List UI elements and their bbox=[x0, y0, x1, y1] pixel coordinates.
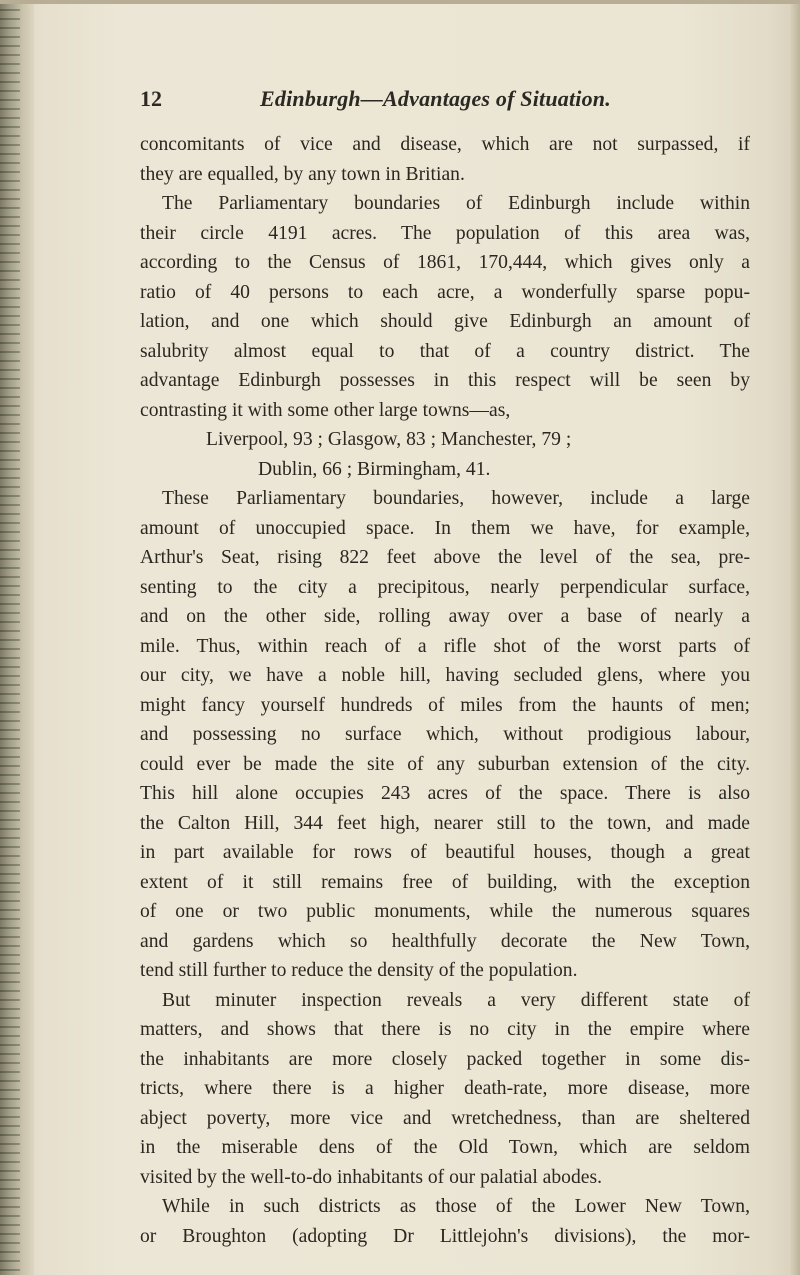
text-line: the inhabitants are more closely packed together in some dis- bbox=[140, 1048, 750, 1070]
text-line: and on the other side, rolling away over a base of nearly a bbox=[140, 606, 750, 627]
text-line: While in such districts as those of the Lower New Town, bbox=[162, 1196, 750, 1217]
text-line: But minuter inspection reveals a very different state of bbox=[162, 989, 750, 1011]
text-line: ratio of 40 persons to each acre, a wonderfully sparse popu- bbox=[140, 281, 750, 303]
text-line: contrasting it with some other large towns—as, bbox=[140, 399, 511, 421]
text-line: the Calton Hill, 344 feet high, nearer still to the town, and made bbox=[140, 812, 750, 834]
text-line: in part available for rows of beautiful houses, though a great bbox=[140, 842, 750, 863]
body-text bbox=[140, 130, 750, 1251]
text-line: visited by the well-to-do inhabitants of our palatial abodes. bbox=[140, 1166, 602, 1188]
binding-texture bbox=[0, 0, 20, 1275]
text-line: mile. Thus, within reach of a rifle shot of the worst parts of bbox=[140, 635, 750, 657]
text-line: abject poverty, more vice and wretchedness, than are sheltered bbox=[140, 1107, 750, 1129]
text-line: might fancy yourself hundreds of miles from the haunts of men; bbox=[140, 694, 750, 716]
page-top-edge bbox=[0, 0, 800, 4]
text-line: or Broughton (adopting Dr Littlejohn's divisions), the mor- bbox=[140, 1225, 750, 1247]
text-line: and gardens which so healthfully decorate the New Town, bbox=[140, 930, 750, 952]
text-line: advantage Edinburgh possesses in this respect will be seen by bbox=[140, 370, 750, 391]
page-number: 12 bbox=[140, 86, 162, 111]
text-line: matters, and shows that there is no city in the empire where bbox=[140, 1019, 750, 1040]
text-line: our city, we have a noble hill, having secluded glens, where you bbox=[140, 665, 750, 686]
text-line: they are equalled, by any town in Britian. bbox=[140, 163, 465, 185]
text-line: The Parliamentary boundaries of Edinburgh include within bbox=[162, 193, 750, 214]
text-line: salubrity almost equal to that of a country district. The bbox=[140, 340, 750, 362]
text-line: in the miserable dens of the Old Town, which are seldom bbox=[140, 1137, 750, 1158]
text-line: This hill alone occupies 243 acres of the space. There is also bbox=[140, 783, 750, 804]
text-line: extent of it still remains free of building, with the exception bbox=[140, 871, 750, 893]
text-line: and possessing no surface which, without prodigious labour, bbox=[140, 724, 750, 745]
running-head: Edinburgh—Advantages of Situation. bbox=[260, 86, 611, 111]
text-line: tend still further to reduce the density of the population. bbox=[140, 960, 578, 981]
text-line: could ever be made the site of any suburban extension of the city. bbox=[140, 753, 750, 775]
text-line: Arthur's Seat, rising 822 feet above the level of the sea, pre- bbox=[140, 547, 750, 568]
text-line: according to the Census of 1861, 170,444, which gives only a bbox=[140, 252, 750, 273]
text-line: tricts, where there is a higher death-rate, more disease, more bbox=[140, 1078, 750, 1099]
text-line: lation, and one which should give Edinburgh an amount of bbox=[140, 311, 750, 332]
quote-line: Dublin, 66 ; Birmingham, 41. bbox=[258, 458, 491, 480]
page-header bbox=[140, 86, 740, 122]
page-right-edge bbox=[790, 0, 800, 1275]
text-line: amount of unoccupied space. In them we have, for example, bbox=[140, 517, 750, 539]
text-line: senting to the city a precipitous, nearly perpendicular surface, bbox=[140, 576, 750, 598]
text-line: concomitants of vice and disease, which are not surpassed, if bbox=[140, 134, 750, 155]
text-line: These Parliamentary boundaries, however, include a large bbox=[162, 488, 750, 509]
text-line: their circle 4191 acres. The population of this area was, bbox=[140, 222, 750, 244]
quote-line: Liverpool, 93 ; Glasgow, 83 ; Manchester, 79 ; bbox=[206, 429, 572, 450]
text-line: of one or two public monuments, while the numerous squares bbox=[140, 901, 750, 922]
